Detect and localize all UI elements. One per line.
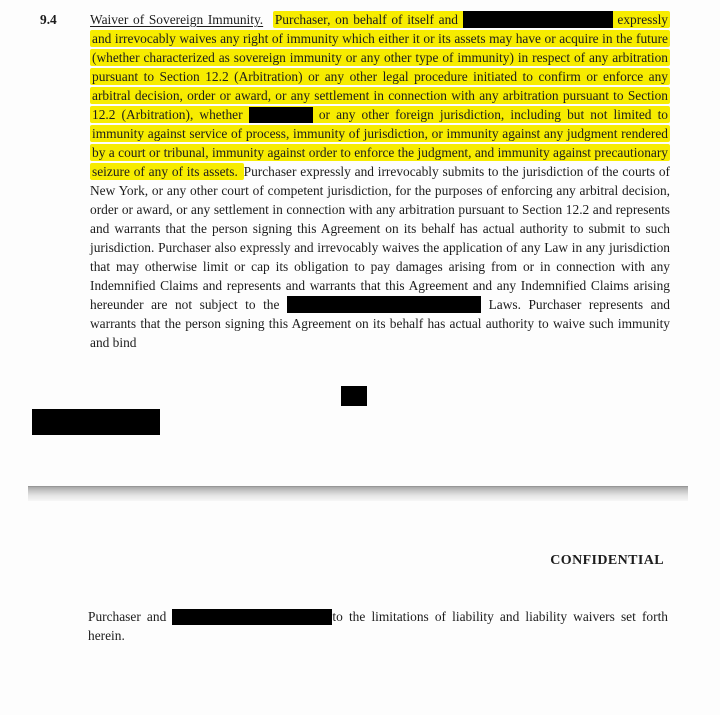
- highlighted-text-3: or any other foreign jurisdiction, including but not limited to immunity against service of process, immunity of jurisdiction, or immunity against any judgment rendered by a court or tribunal, immunity against order to enforce the judgment, and immunity against precautionary seizure of any of its assets.: [92, 107, 668, 179]
- highlighted-text-2: expressly and irrevocably waives any right of immunity which either it or its assets may have or acquire in the future (whether characterized as sovereign immunity or any other type of immunity) in respect of any arbitration pursuant to Section 12.2 (Arbitration) or any other legal procedure initiated to confirm or enforce any arbitral decision, order or award, or any settlement in connection with any arbitration pursuant to Section 12.2 (Arbitration), whether: [92, 12, 668, 122]
- closing-paragraph: [88, 607, 668, 645]
- plain-text-2: Laws. Purchaser represents and warrants that the person signing this Agreement on its behalf has actual authority to waive such immunity and bind: [90, 297, 670, 350]
- redaction-bar-laws: [287, 296, 481, 313]
- redaction-bar-party-name: [463, 11, 613, 28]
- redaction-square: [341, 386, 367, 406]
- clause-9-4: [40, 10, 670, 352]
- confidential-label: CONFIDENTIAL: [550, 553, 664, 568]
- clause-heading: Waiver of Sovereign Immunity.: [90, 12, 264, 27]
- highlighted-passage: [90, 11, 670, 180]
- redaction-block: [32, 409, 160, 435]
- closing-text-1: Purchaser and: [88, 609, 167, 624]
- highlighted-text-1: Purchaser, on behalf of itself and: [274, 12, 459, 27]
- clause-number: 9.4: [40, 12, 57, 27]
- clause-body: [90, 10, 670, 352]
- redaction-bar-closing: [172, 609, 332, 625]
- page-break-divider: [28, 486, 688, 501]
- redaction-bar-jurisdiction: [249, 107, 313, 123]
- closing-text-2: to the limitations of liability and liability waivers set forth herein.: [88, 609, 668, 643]
- plain-text-1: Purchaser expressly and irrevocably submits to the jurisdiction of the courts of New York, or any other court of competent jurisdiction, for the purposes of enforcing any arbitral decision, order or award, or any settlement in connection with any arbitration pursuant to Section 12.2 and represents and warrants that the person signing this Agreement on its behalf has actual authority to submit to such jurisdiction. Purchaser also expressly and irrevocably waives the application of any Law in any jurisdiction that may otherwise limit or cap its obligation to pay damages arising from or in connection with any Indemnified Claims and represents and warrants that this Agreement and any Indemnified Claims arising hereunder are not subject to the: [90, 164, 670, 312]
